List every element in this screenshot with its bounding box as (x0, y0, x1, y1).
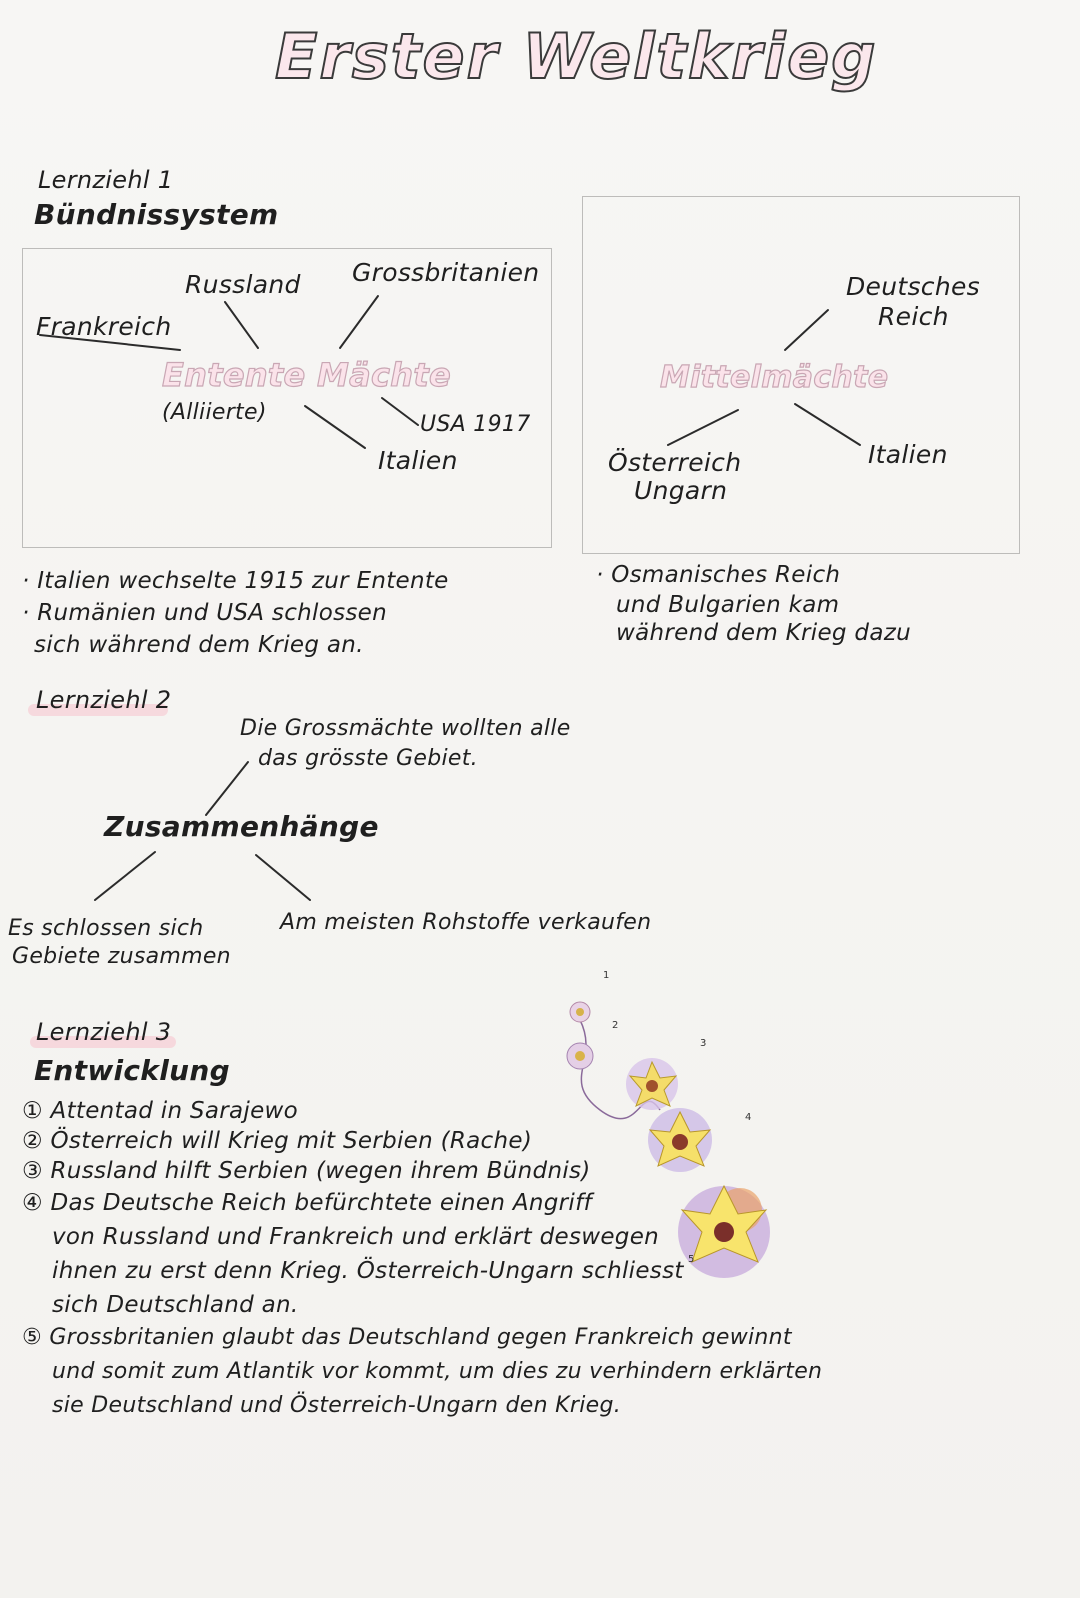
node-oesterreich-1: Österreich (608, 448, 742, 477)
list-item: von Russland und Frankreich und erklärt deswegen (52, 1224, 660, 1250)
burst-3 (626, 1058, 678, 1110)
doodle-number-4: 4 (745, 1112, 752, 1123)
node-oesterreich-2: Ungarn (634, 476, 728, 505)
learning-goal-2: Lernziehl 2 (36, 686, 172, 714)
note-right-1: · Osmanisches Reich (596, 562, 841, 588)
node-frankreich: Frankreich (36, 312, 172, 341)
goal2-left-1: Es schlossen sich (8, 916, 204, 941)
goal2-top-2: das grösste Gebiet. (258, 746, 478, 771)
list-item: ④ Das Deutsche Reich befürchtete einen Angriff (22, 1190, 592, 1216)
note-left-1: · Italien wechselte 1915 zur Entente (22, 568, 449, 594)
node-russland: Russland (185, 270, 301, 299)
node-grossbritanien: Grossbritanien (352, 258, 540, 287)
heading-zusammenhaenge: Zusammenhänge (104, 810, 379, 843)
list-item: sich Deutschland an. (52, 1292, 299, 1318)
list-item: sie Deutschland und Österreich-Ungarn den Krieg. (52, 1393, 622, 1418)
learning-goal-3: Lernziehl 3 (36, 1018, 172, 1046)
node-italien-mittel: Italien (868, 440, 948, 469)
page-title: Erster Weltkrieg (275, 20, 878, 93)
note-right-2: und Bulgarien kam (616, 592, 840, 618)
doodle-number-1: 1 (603, 970, 610, 981)
learning-goal-1: Lernziehl 1 (38, 166, 174, 194)
node-usa: USA 1917 (420, 412, 531, 437)
mittel-center: Mittelmächte (660, 360, 889, 395)
node-italien-entente: Italien (378, 446, 458, 475)
flower-small-2 (567, 1043, 593, 1069)
entente-center: Entente Mächte (162, 356, 451, 394)
note-right-3: während dem Krieg dazu (616, 620, 911, 646)
list-item: ② Österreich will Krieg mit Serbien (Rache) (22, 1128, 533, 1154)
note-left-2: · Rumänien und USA schlossen (22, 600, 387, 626)
doodle-number-3: 3 (700, 1038, 707, 1049)
flower-small-1 (570, 1002, 590, 1022)
goal2-left-2: Gebiete zusammen (12, 944, 231, 969)
entente-sub: (Alliierte) (162, 400, 267, 425)
goal2-top-1: Die Grossmächte wollten alle (240, 716, 571, 741)
list-item: ihnen zu erst denn Krieg. Österreich-Ungarn schliesst (52, 1258, 684, 1284)
list-item: und somit zum Atlantik vor kommt, um dies zu verhindern erklärten (52, 1359, 823, 1384)
list-item: ③ Russland hilft Serbien (wegen ihrem Bündnis) (22, 1158, 591, 1184)
node-deutsches-reich-2: Reich (878, 302, 949, 331)
list-item: ① Attentad in Sarajewo (22, 1098, 298, 1124)
heading-buendnissystem: Bündnissystem (34, 198, 279, 231)
list-item: ⑤ Grossbritanien glaubt das Deutschland gegen Frankreich gewinnt (22, 1325, 792, 1350)
goal2-right: Am meisten Rohstoffe verkaufen (280, 910, 652, 935)
burst-4 (648, 1108, 712, 1172)
node-deutsches-reich-1: Deutsches (846, 272, 980, 301)
doodle-number-5: 5 (688, 1254, 695, 1265)
heading-entwicklung: Entwicklung (34, 1054, 230, 1087)
note-left-3: sich während dem Krieg an. (34, 632, 364, 658)
doodle-number-2: 2 (612, 1020, 619, 1031)
